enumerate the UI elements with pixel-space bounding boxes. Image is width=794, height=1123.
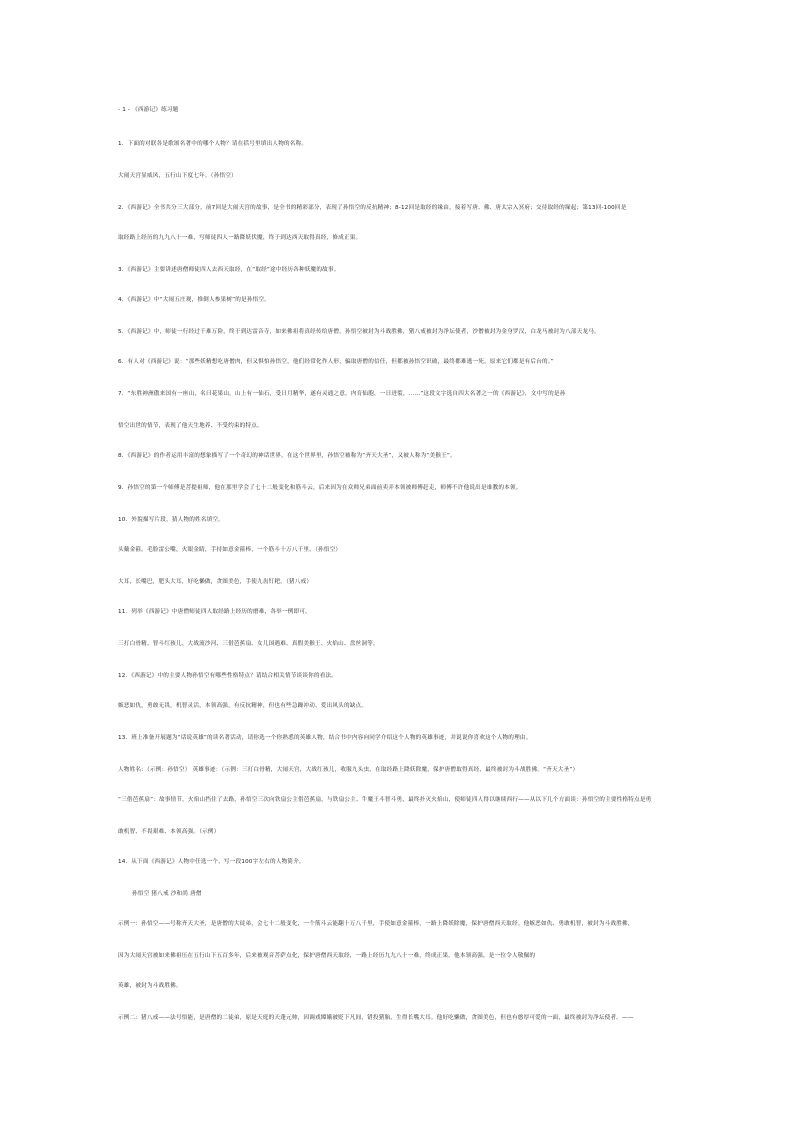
text-line: 7．“东胜神洲傲来国有一座山，名曰花果山。山上有一仙石，受日月精华，遂有灵通之意，内育仙胞，一日迸裂，……”这段文字选自四大名著之一的《西游记》，文中写的是孙 xyxy=(118,391,566,397)
text-line: 1．下面的对联各是歌颂名著中的哪个人物？请在括号里填出人物的名称。 xyxy=(118,141,308,147)
text-line: 大闹天宫显威风，五行山下度七年。（孙悟空） xyxy=(118,173,237,179)
text-line: 英雄，被封为斗战胜佛。 xyxy=(118,983,182,989)
text-line: 示例二：猪八戒——法号悟能，是唐僧的二徒弟，原是天庭的天蓬元帅，因调戏嫦娥被贬下凡间，错投猪胎，生得长嘴大耳。他好吃懒做，贪图美色，但也有憨厚可爱的一面，最终被封为净坛使者。—— xyxy=(118,1015,634,1021)
text-line: 人物姓名：（示例：孙悟空） 英雄事迹：（示例：三打白骨精，大闹天宫，大战红孩儿，收服九头虫，在取经路上降妖除魔，保护唐僧取得真经，最终被封为斗战胜佛。“齐天大圣”） xyxy=(118,767,579,773)
text-line: 敢机智、不畏艰难、本领高强。（示例） xyxy=(118,829,220,835)
text-line: 13．班上准备开展题为“话说英雄”的读名著活动，请你选一个你熟悉的英雄人物，结合书中内容向同学介绍这个人物的英雄事迹，并说说你喜欢这个人物的理由。 xyxy=(118,735,532,741)
text-line: 9．孙悟空的第一个师傅是菩提祖师，他在那里学会了七十二般变化和筋斗云，后来因为在众师兄弟面前卖弄本领被师傅赶走，师傅不许他说出是谁教的本领。 xyxy=(118,485,522,491)
text-line: 4．《西游记》中“大闹五庄观，推倒人参果树”的是孙悟空。 xyxy=(118,297,270,303)
text-line: 头戴金箍，毛脸雷公嘴，火眼金睛，手持如意金箍棒，一个筋斗十万八千里。（孙悟空） xyxy=(118,547,342,553)
text-line: 14．从下面《西游记》人物中任选一个，写一段100字左右的人物简介。 xyxy=(118,859,305,865)
text-line: 11．列举《西游记》中唐僧师徒四人取经路上经历的磨难，各举一例即可。 xyxy=(118,609,311,615)
text-line: 悟空出世的情节，表现了他天生地养、不受约束的特点。 xyxy=(118,423,263,429)
text-line: 6．有人对《西游记》说：“那些妖精想吃唐僧肉，但又惧怕孙悟空，他们经常化作人形，骗取唐僧的信任，但都被孙悟空识破，最终都难逃一死，原来它们都是有后台的。” xyxy=(118,359,554,365)
text-line: 10．外貌描写片段，猜人物的姓名填空。 xyxy=(118,517,225,523)
text-line: 12．《西游记》中的主要人物孙悟空有哪些性格特点？请结合相关情节谈谈你的看法。 xyxy=(118,673,338,679)
text-line: 3．《西游记》主要讲述唐僧师徒四人去西天取经，在“取经”途中经历各种妖魔的故事。 xyxy=(118,267,340,273)
text-line: 孙悟空 猪八戒 沙和尚 唐僧 xyxy=(132,891,202,897)
text-line: 示例一：孙悟空——号称齐天大圣，是唐僧的大徒弟，会七十二般变化，一个筋斗云能翻十万八千里，手使如意金箍棒，一路上降妖除魔，保护唐僧西天取经。他嫉恶如仇、勇敢机智，被封为斗战胜佛， xyxy=(118,921,634,927)
text-line: 嫉恶如仇，勇敢无畏，机智灵活，本领高强，有反抗精神，但也有些急躁冲动、爱出风头的缺点。 xyxy=(118,703,368,709)
text-line: 取经路上经历的九九八十一难，写师徒四人一路降妖伏魔，终于到达西天取得真经，修成正果。 xyxy=(118,235,362,241)
text-line: 5．《西游记》中，师徒一行经过千难万险，终于到达雷音寺，如来佛祖将真经传给唐僧，孙悟空被封为斗战胜佛，猪八戒被封为净坛使者，沙僧被封为金身罗汉，白龙马被封为八部天龙马。 xyxy=(118,329,600,335)
text-line: 三打白骨精、智斗红孩儿、大战流沙河、三借芭蕉扇、女儿国遇难、真假美猴王、火焰山、盘丝洞等。 xyxy=(118,641,379,647)
text-line: 大耳，长嘴巴，肥头大耳，好吃懒做，贪图美色，手使九齿钉耙。（猪八戒） xyxy=(118,579,313,585)
text-line: 2．《西游记》全书共分三大部分，前7回是大闹天宫的故事，是全书的精彩部分，表现了孙悟空的反抗精神；8-12回是取经的缘由，接着写唐、佛、唐太宗入冥府；交待取经的缘起；第13回-100回是 xyxy=(118,205,627,211)
text-line: “三借芭蕉扇”：故事情节，火焰山挡住了去路，孙悟空三次向铁扇公主借芭蕉扇，与铁扇公主、牛魔王斗智斗勇，最终扑灭火焰山，使师徒四人得以继续西行——从以下几个方面谈：孙悟空的主要性格特点是勇 xyxy=(118,797,652,803)
text-line: 因为大闹天宫被如来佛祖压在五行山下五百多年，后来被观音菩萨点化，保护唐僧西天取经，一路上经历九九八十一难，终成正果。他本领高强，是一位令人敬佩的 xyxy=(118,953,536,959)
page-heading: - 1 - 《西游记》练习题 xyxy=(118,107,179,113)
text-line: 8．《西游记》的作者运用丰富的想象描写了一个奇幻的神话世界，在这个世界里，孙悟空被称为“齐天大圣”，又被人称为“美猴王”。 xyxy=(118,453,456,459)
